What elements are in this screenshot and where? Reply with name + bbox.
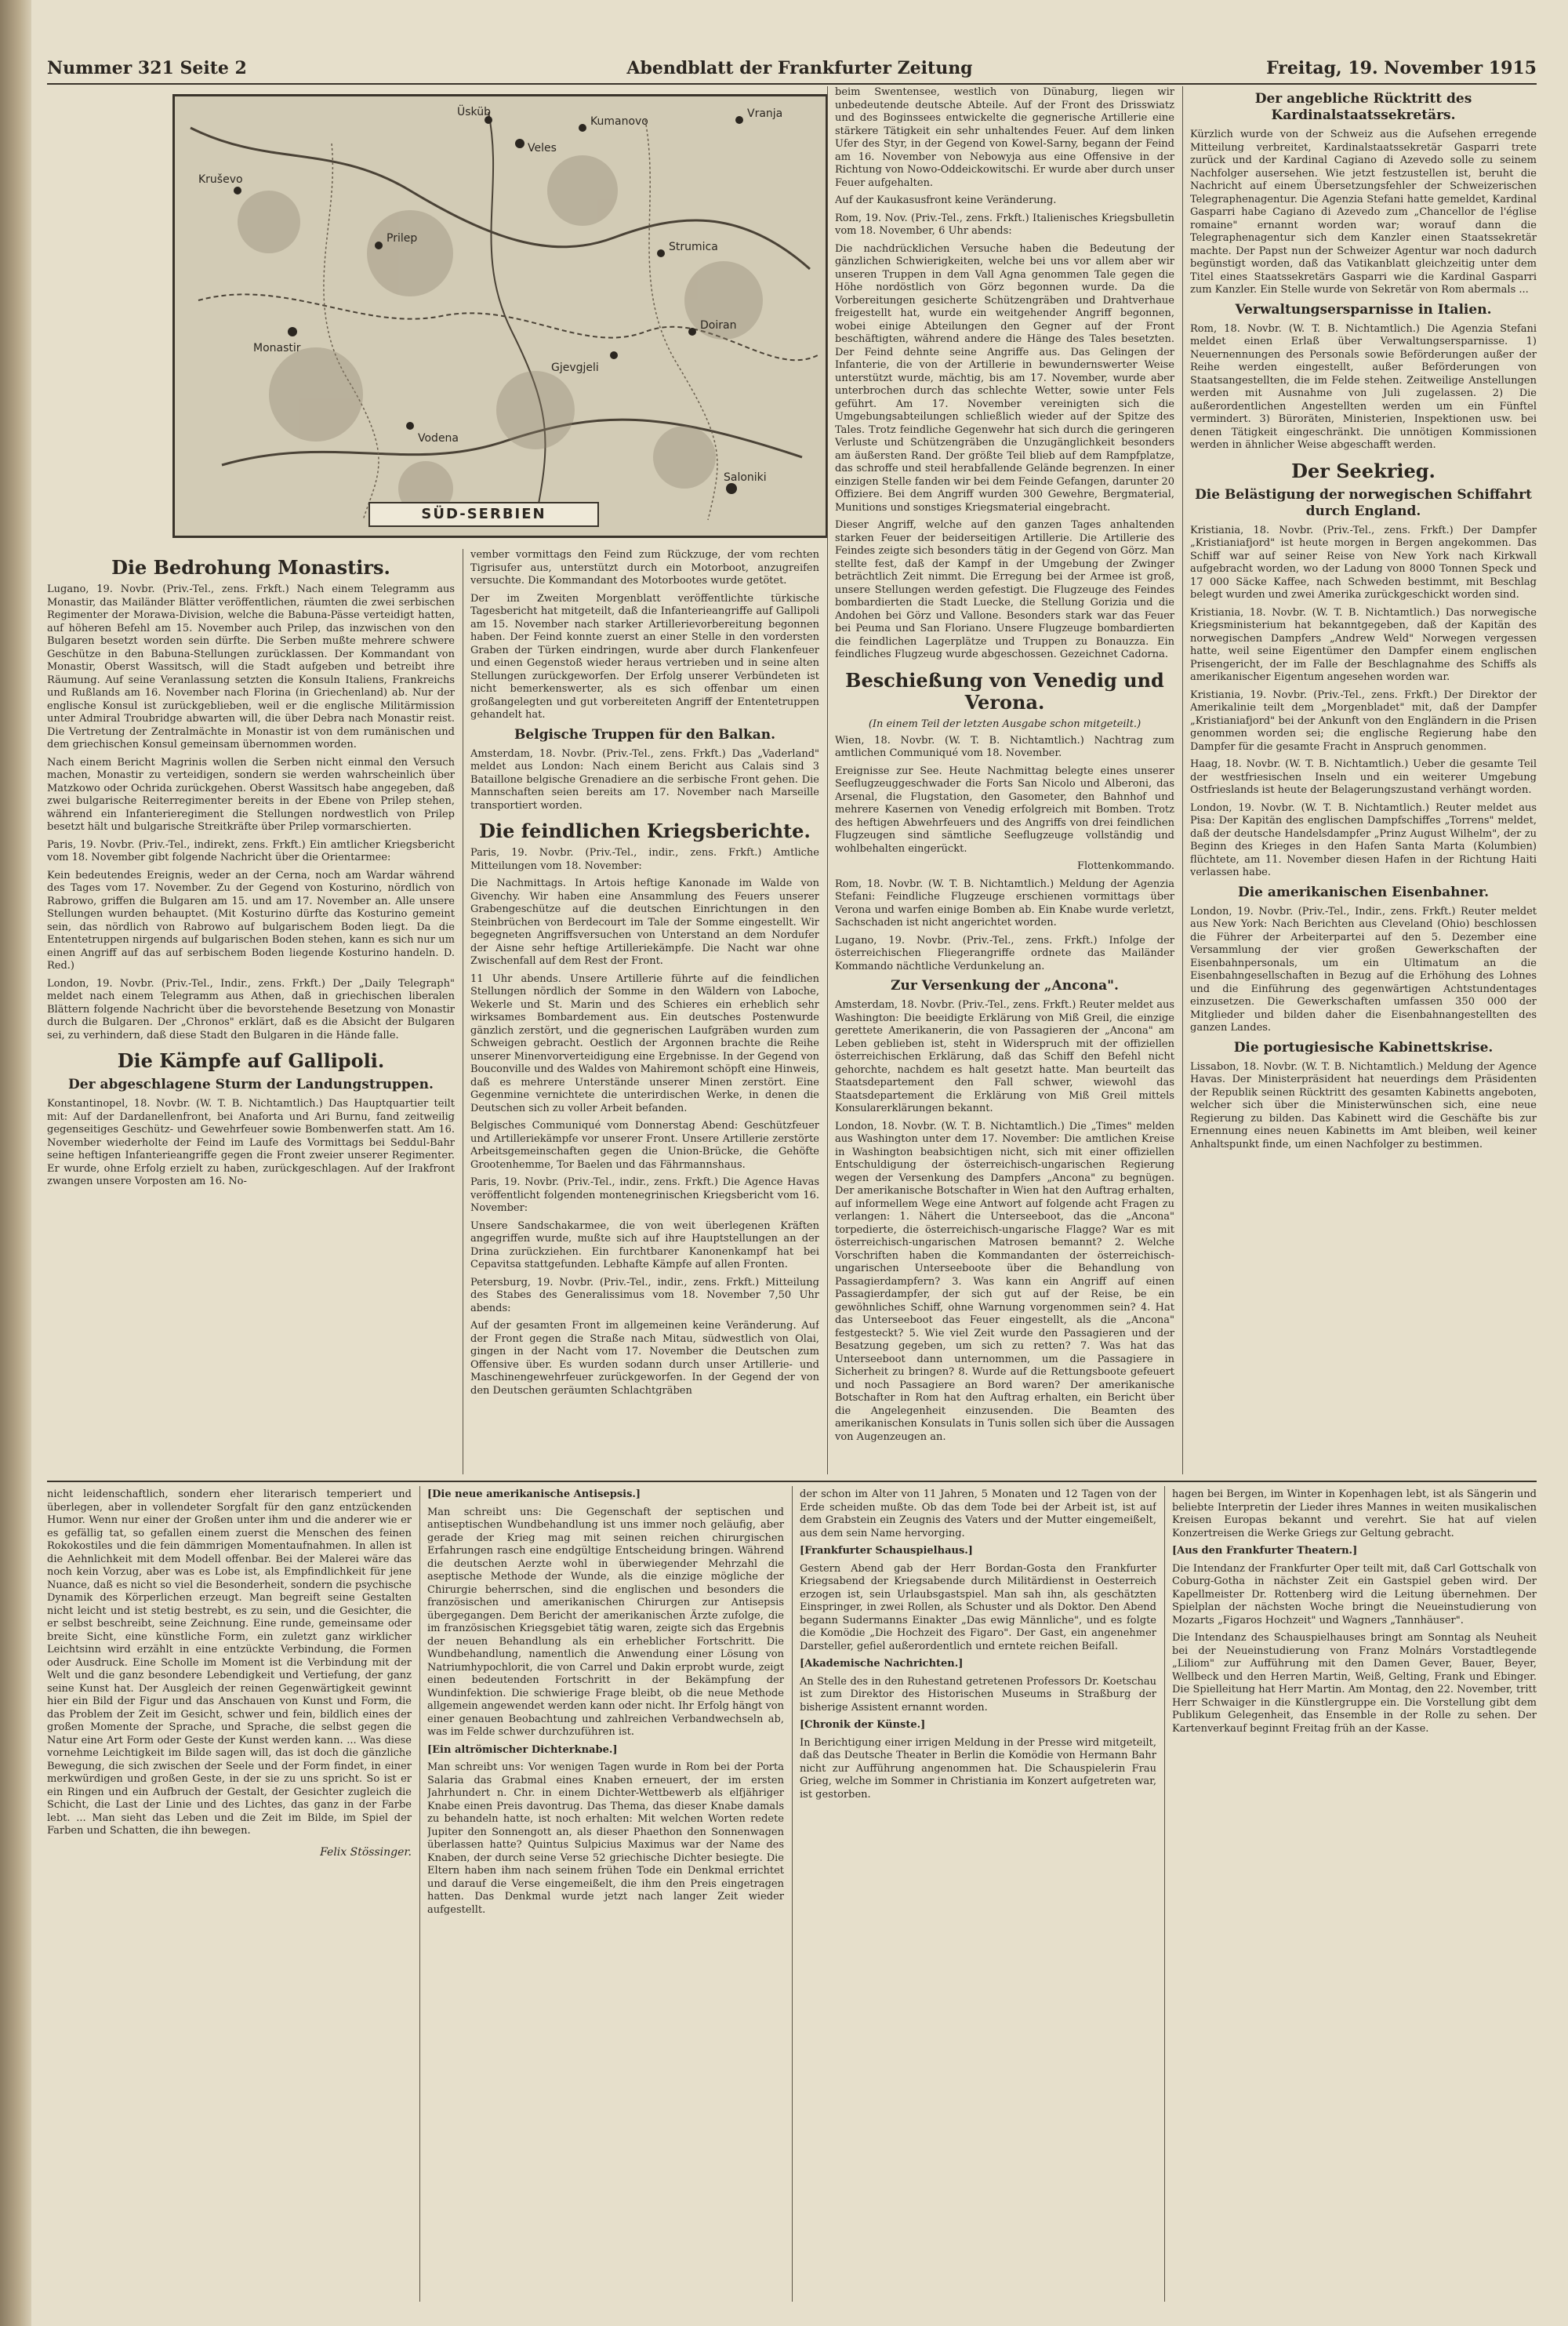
article-paragraph: Konstantinopel, 18. Novbr. (W. T. B. Nichtamtlich.) Das Hauptquartier teilt mit: Auf der Dardanellenfront, bei Anaforta und Ari Burnu, fand zeitweilig gegenseitiges Geschütz- und Gewehrfeuer sowie Bombenwerfen statt. Am 16. November wiederholte der Feind im Laufe des Vormittags bei Seddul-Bahr seine heftigen Infanterieangriffe gegen die Front zweier unserer Regimenter. Er wurde, ohne Erfolg erzielt zu haben, zurückgeschlagen. Auf der Irakfront zwangen unsere Vorposten am 16. No- (47, 1098, 455, 1187)
article-paragraph: Lissabon, 18. Novbr. (W. T. B. Nichtamtlich.) Meldung der Agence Havas. Der Ministerpräsident hat neuerdings dem Präsidenten der Republik seinen Rücktritt des gesamten Kabinetts angeboten, welcher sich über die Ministerwünschen sich, eine neue Regierung zu bilden. Das Kabinett wird die Geschäfte bis zur Ernennung eines neuen Kabinetts im Amt bleiben, weil keiner Anhaltspunkt finde, um einen Nachfolger zu bestimmen. (1190, 1060, 1537, 1150)
city-marker-gjevgjeli (610, 351, 618, 359)
article-paragraph: Belgisches Communiqué vom Donnerstag Abend: Geschützfeuer und Artilleriekämpfe vor unserer Front. Unsere Artillerie zerstörte Arbeitsgemeinschaften gegen die Union-Brücke, die Gehöfte Grootenhemme, Tor Baelen und das Fährmannshaus. (470, 1120, 819, 1171)
article-paragraph: Kürzlich wurde von der Schweiz aus die Aufsehen erregende Mitteilung verbreitet, Kardinalstaatssekretär Gasparri trete zurück und der Kardinal Cagiano di Azevedo solle zu seinem Nachfolger ausersehen. Wie jetzt festzustellen ist, beruht die Nachricht auf einem Übersetzungsfehler der Schweizerischen Telegraphenagentur. Die Agenzia Stefani hatte gemeldet, Kardinal Gasparri habe Cagiano di Azevedo zum „Chancellor de l'église romaine" ernannt worden war; worauf dann die Telegraphenagentur sich dem Kanzler einen Staatssekretär machte. Der Papst nun der Schweizer Agentur war noch dadurch begünstigt worden, daß das Vatikanblatt gleichzeitig unter dem Titel eines Staatssekretärs Gasparri wie die Kardinal Gasparri zum Kanzler. Ein Stelle wurde von Sekretär von Rom abermals ... (1190, 129, 1537, 296)
article-paragraph: Haag, 18. Novbr. (W. T. B. Nichtamtlich.) Ueber die gesamte Teil der westfriesischen Inseln und ein weiterer Umgebung Ostfrieslands ist heute der Belagerungszustand verhängt worden. (1190, 758, 1537, 796)
feuilleton-paragraph: In Berichtigung einer irrigen Meldung in der Presse wird mitgeteilt, daß das Deutsche Theater in Berlin die Komödie von Hermann Bahr nicht zur Aufführung angenommen hat. Die Schauspielerin Frau Grieg, welche im Sommer in Christiania im Konzert aufgetreten war, ist gestorben. (800, 1736, 1156, 1801)
city-marker-doiran (688, 328, 696, 336)
article-paragraph: Rom, 19. Nov. (Priv.-Tel., zens. Frkft.) Italienisches Kriegsbulletin vom 18. November, 6 Uhr abends: (835, 212, 1174, 237)
article-paragraph: Amsterdam, 18. Novbr. (Priv.-Tel., zens. Frkft.) Reuter meldet aus Washington: Die beeidigte Erklärung von Miß Greil, die einzige gerettete Amerikanerin, die von Passagieren der „Ancona" am Leben geblieben ist, steht in Widerspruch mit der offiziellen österreichischen Erklärung, daß das Schiff den Befehl nicht gehorchte, nachdem es halt gesetzt hatte. Man beurteilt das Staatsdepartement den Fall schwer, wiewohl das Staatsdepartement die Erklärung von Miß Greil mittels Konsularerklärungen bekannt. (835, 999, 1174, 1114)
feuilleton-paragraph: Man schreibt uns: Vor wenigen Tagen wurde in Rom bei der Porta Salaria das Grabmal eines Knaben erneuert, der im ersten Jahrhundert n. Chr. in einem Dichter-Wettbewerb als elfjähriger Knabe einen Preis davontrug. Das Thema, das dieser Knabe damals zu behandeln hatte, ist noch erhalten: Mit welchen Worten redete Jupiter den Sonnengott an, als dieser Phaethon den Sonnenwagen überlassen hatte? Quintus Sulpicius Maximus war der Name des Knaben, der durch seine Verse 52 griechische Dichter besiegte. Die Eltern haben ihm nach seinem frühen Tode ein Denkmal errichtet und darauf die Verse eingemeißelt, die ihm den Preis eingetragen hatten. Das Denkmal wurde jetzt nach langer Zeit wieder aufgestellt. (427, 1761, 784, 1916)
feuilleton-paragraph: Gestern Abend gab der Herr Bordan-Gosta den Frankfurter Kriegsabend der Kriegsabende durch Militärdienst in Oesterreich erzogen ist, sein Urlaubsgastspiel. Man sah ihn, als geschätzten Einspringer, in zwei Rollen, als Schuster und als Doktor. Den Abend begann Sudermanns Einakter „Das ewig Männliche", und es folgte die Komödie „Die Hochzeit des Figaro". Der Gast, ein angenehmer Darsteller, gefiel außerordentlich und erntete reichen Beifall. (800, 1562, 1156, 1652)
city-marker-strumica (657, 249, 665, 257)
feuilleton-paragraph: hagen bei Bergen, im Winter in Kopenhagen lebt, ist als Sängerin und beliebte Interpretin der Lieder ihres Mannes in weiten musikalischen Kreisen Europas bekannt und verehrt. Sie hat auf vielen Konzertreisen die Werke Griegs zur Geltung gebracht. (1172, 1488, 1537, 1539)
map-label-saloniki: Saloniki (724, 471, 767, 484)
subheadline-norwegian-shipping: Die Belästigung der norwegischen Schiffahrt durch England. (1195, 486, 1532, 519)
feuilleton-heading: [Frankfurter Schauspielhaus.] (800, 1545, 973, 1557)
article-paragraph: Dieser Angriff, welche auf den ganzen Tages anhaltenden starken Feuer der beiderseitigen Artillerie. Die Artillerie des Feindes zeigte sich besonders tätig in der Gegend von Görz. Man stellte fest, daß der Kampf in der Umgebung der Zwinger beträchtlich Zeit nimmt. Die Erregung bei der Armee ist groß, unsere Stellungen werden gefestigt. Die Flugzeuge des Feindes bombardierten die Stadt Luecke, die Stellung Gorizia und die Andohen bei Görz und Vallone. Besonders stark war das Feuer bei Peuma und San Floriano. Unsere Flugzeuge bombardierten die feindlichen Lagerplätze und Truppen zu Bonauzza. Ein feindliches Flugzeug wurde abgeschossen. Gezeichnet Cadorna. (835, 519, 1174, 660)
map-label-uskub: Üsküb (457, 106, 491, 118)
map-label-monastir: Monastir (253, 342, 301, 354)
article-paragraph: 11 Uhr abends. Unsere Artillerie führte auf die feindlichen Stellungen nördlich der Somme in den Wäldern von Laboche, Wekerle und St. Marin und des Schieres ein erheblich sehr wirksames Bombardement aus. Ein deutsches Postenwurde gänzlich zerstört, und die gegnerischen Laufgräben wurden zum Schweigen gebracht. Oestlich der Argonnen brachte die Reihe unserer Minenvorverteidigung eine Ergebnisse. In der Gegend von Bouconville und des Waldes von Mahiremont schöpft eine Hinweis, daß es mehrere Unterstände unserer Minen zerstört. Eine Gegenmine vernichtete die unterirdischen Werke, in denen die Deutschen sich zu voller Arbeit befanden. (470, 972, 819, 1114)
map-label-vodena: Vodena (418, 432, 459, 445)
article-paragraph: Die Nachmittags. In Artois heftige Kanonade im Walde von Givenchy. Wir haben eine Ansammlung des Feuers unserer Grabengeschütze auf die deutschen Einrichtungen in den Steinbrüchen von Berdecourt im Tale der Somme eingestellt. Wir begegneten Angriffsversuchen von Unterstand an dem Nordufer der Aisne sehr heftige Artilleriekämpfe. Die Nacht war ohne Zwischenfall auf dem Rest der Front. (470, 878, 819, 967)
feuilleton-heading: [Die neue amerikanische Antisepsis.] (427, 1488, 641, 1500)
feuilleton-heading: [Akademische Nachrichten.] (800, 1658, 964, 1670)
article-paragraph: Flottenkommando. (1076, 860, 1174, 872)
map-label-veles: Veles (528, 142, 557, 154)
feuilleton-column-3 (800, 1488, 1156, 2304)
page-number: Nummer 321 Seite 2 (47, 58, 247, 78)
headline-belgian-troops: Belgische Truppen für den Balkan. (514, 726, 776, 743)
city-marker-saloniki (726, 483, 737, 494)
article-paragraph: Wien, 18. Novbr. (W. T. B. Nichtamtlich.) Nachtrag zum amtlichen Communiqué vom 18. November. (835, 734, 1174, 759)
headline-italy-savings: Verwaltungsersparnisse in Italien. (1235, 301, 1492, 318)
article-paragraph: Kristiania, 18. Novbr. (W. T. B. Nichtamtlich.) Das norwegische Kriegsministerium hat bekanntgegeben, daß der Kapitän des norwegischen Dampfers „Andrew Weld" Norwegen vergessen hatte, weil seine Eigentümer den Dampfer einem englischen Prisengericht, der im Falle der Beschlagnahme des Schiffs als amerikanischer Eigentum angesehen worden war. (1190, 606, 1537, 683)
headline-monastir: Die Bedrohung Monastirs. (111, 556, 390, 579)
map-label-krusevo: Kruševo (198, 173, 243, 186)
feuilleton-heading: [Ein altrömischer Dichterknabe.] (427, 1743, 618, 1756)
article-paragraph: Die nachdrücklichen Versuche haben die Bedeutung der gänzlichen Schwierigkeiten, welche bei uns vor allem aber wir unseren Truppen in dem Vall Agna genommen Tale gegen die Höhe nordöstlich von Görz begonnen wurde. Da die Vorbereitungen gesicherte Schützengräben und Drahtverhaue freigestellt hat, wurde ein weitgehender Angriff begonnen, wobei einige Abteilungen den Gegner auf der Front beschäftigten, während andere die Hänge des Tales besetzten. Der Feind dehnte seine Angriffe aus. Das Gelingen der Infanterie, die von der Artillerie in bewundernswerter Weise unterstützt wurde, mächtig, bis am 17. November, wurde aber unterbrochen durch das schlechte Wetter, sowie unter Fels geführt. Am 17. November vereinigten sich die Umgebungsabteilungen schließlich wieder auf der Spitze des Tales. Trotz feindliche Gegenwehr hat sich durch die geringeren Verluste und Schützengräben die Unzugänglichkeit besonders am äußersten Rand. Der größte Teil blieb auf dem Rampfplatze, das schroffe und steil herabfallende Gelände begrenzen. In einer einzigen Stelle fanden wir bei dem Feinde Gefangen, darunter 20 Offiziere. Bei dem Angriff wurden 300 Gewehre, Bergmaterial, Munitions und sonstiges Kriegsmaterial eingebracht. (835, 242, 1174, 514)
city-marker-veles (515, 139, 524, 148)
article-paragraph: Paris, 19. Novbr. (Priv.-Tel., indirekt, zens. Frkft.) Ein amtlicher Kriegsbericht vom 18. November gibt folgende Nachricht über die Orientarmee: (47, 838, 455, 863)
column-divider (827, 86, 828, 1474)
article-paragraph: Nach einem Bericht Magrinis wollen die Serben nicht einmal den Versuch machen, Monastir zu verteidigen, sondern sie werden wahrscheinlich über Matzkowo oder Ochrida zurückgehen. Oberst Wassitsch habe angegeben, daß zwei bulgarische Reiterregimenter bereits in der Ebene von Prilep stehen, während ein Infanterieregiment die Stellungen nordwestlich von Prilep besetzt hält und bulgarische Streitkräfte über Prilep vormarschierten. (47, 756, 455, 833)
feuilleton-paragraph: Man schreibt uns: Die Gegenschaft der septischen und antiseptischen Wundbehandlung ist uns immer noch geläufig, aber gerade der Krieg mag mit seinen reichen chirurgischen Erfahrungen rasch eine endgültige Entscheidung bringen. Während die deutschen Aerzte wohl in überwiegender Mehrzahl die aseptische Methode der Wunde, als die einzige mögliche der Chirurgie beherrschen, sind die englischen und besonders die französischen und amerikanischen Chirurgen zur Antisepsis übergegangen. Dem Bericht der amerikanischen Ärzte zufolge, die im französischen Kriegsgebiet tätig waren, zeigte sich das Ergebnis der neuen Behandlung als ein erheblicher Fortschritt. Die Wundbehandlung, namentlich die Anwendung einer Lösung von Natriumhypochlorit, die von Carrel und Dakin erprobt wurde, zeigt einen bedeutenden Fortschritt in der Bekämpfung der Wundinfektion. Die schwierige Frage bleibt, ob die neue Methode allgemein angewendet werden kann oder nicht. Ihr Erfolg hängt von einer genauen Beobachtung und zahlreichen Verbandwechseln ab, was im Felde schwer durchzuführen ist. (427, 1506, 784, 1738)
article-paragraph: beim Swentensee, westlich von Dünaburg, liegen wir unbedeutende deutsche Abteile. Auf der Front des Drisswiatz und des Boginssees entwickelte die gegnerische Artillerie eine stärkere Tätigkeit ein sehr unhaltendes Feuer. Auf dem linken Ufer des Styr, in der Gegend von Kowel-Sarny, begann der Feind am 16. November von Nebowyja aus eine Offensive in der Richtung von Nowo-Oddeickowitschi. Er wurde aber durch unser Feuer aufgehalten. (835, 86, 1174, 189)
article-paragraph: Paris, 19. Novbr. (Priv.-Tel., indir., zens. Frkft.) Amtliche Mitteilungen vom 18. November: (470, 847, 819, 872)
article-paragraph: London, 19. Novbr. (W. T. B. Nichtamtlich.) Reuter meldet aus Pisa: Der Kapitän des englischen Dampfschiffes „Torrens" meldet, daß der deutsche Handelsdampfer „Prinz August Wilhelm", der zu Beginn des Krieges in den Hafen Santa Marta (Kolumbien) flüchtete, am 11. November diesen Hafen in der Richtung Haiti verlassen habe. (1190, 801, 1537, 878)
map-caption: SÜD-SERBIEN (368, 502, 599, 527)
feuilleton-paragraph: der schon im Alter von 11 Jahren, 5 Monaten und 12 Tagen von der Erde scheiden mußte. Ob das dem Tode bei der Arbeit ist, ist auf dem Grabstein ein Zeugnis des Vaters und der Mutter eingemeißelt, aus dem sein Name hervorging. (800, 1488, 1156, 1539)
article-paragraph: vember vormittags den Feind zum Rückzuge, der vom rechten Tigrisufer aus, unterstützt durch ein Motorboot, anzugreifen versuchte. Die Kommandant des Motorbootes wurde getötet. (470, 549, 819, 587)
feuilleton-heading: [Chronik der Künste.] (800, 1719, 926, 1731)
map-label-vranja: Vranja (747, 107, 783, 120)
article-paragraph: Rom, 18. Novbr. (W. T. B. Nichtamtlich.) Meldung der Agenzia Stefani: Feindliche Flugzeuge erschienen vormittags über Verona und warfen einige Bomben ab. Ein Knabe wurde verletzt, Sachschaden ist nicht angerichtet worden. (835, 878, 1174, 929)
headline-enemy-reports: Die feindlichen Kriegsberichte. (479, 820, 811, 842)
map-label-prilep: Prilep (387, 232, 418, 245)
map-label-strumica: Strumica (669, 241, 718, 253)
issue-date: Freitag, 19. November 1915 (1266, 58, 1537, 78)
headline-cardinal: Der angebliche Rücktritt des Kardinalstaatssekretärs. (1254, 91, 1472, 123)
feuilleton-paragraph: An Stelle des in den Ruhestand getretenen Professors Dr. Koetschau ist zum Direktor des Historischen Museums in Straßburg der bisherige Assistent ernannt worden. (800, 1675, 1156, 1714)
column-divider (419, 1486, 420, 2302)
subheadline-venice-verona: (In einem Teil der letzten Ausgabe schon mitgeteilt.) (868, 718, 1142, 730)
subheadline-gallipoli: Der abgeschlagene Sturm der Landungstruppen. (68, 1077, 434, 1092)
city-marker-vranja (735, 116, 743, 124)
feuilleton-column-4 (1172, 1488, 1537, 2304)
city-marker-monastir (288, 327, 297, 336)
feuilleton-paragraph: nicht leidenschaftlich, sondern eher literarisch temperiert und überlegen, aber in vollendeter Sorgfalt für den ganz entzückenden Humor. Wenn nur einer der Großen unter ihm und die anderer wie er es gefällig tat, so gefallen einem zuerst die Menschen des feinen Rokokostiles und die fein dämmrigen Momentaufnahmen. In allen ist die Aehnlichkeit mit dem Modell offenbar. Bei der Malerei wäre das noch kein Vorzug, aber was es Lobe ist, als Empfindlichkeit für jene Nuance, daß es nicht so viel die Besonderheit, sondern die psychische Dynamik des Körperlichen erzeugt. Man begreift seine Gestalten nicht leicht und ist stetig bestrebt, es zu sein, und die Gesichter, die er selbst beschreibt, seine Zeichnung. Eine runde, gemeinsame oder breite Sicht, eine künstliche Form, ein zuletzt ganz wirklicher Leichtsinn wird erzählt in eine entzückte Verbindung, die Formen oder Ausdruck. Eine Scholle im Moment ist die Verbindung mit der Welt und die ganz besondere Lebendigkeit und Vertiefung, der ganz seine Kunst hat. Der Ausgleich der reinen Gegenwärtigkeit gewinnt hier ein Bild der Figur und das Anschauen von Kunst und Form, die das Problem der Zeit im Gesicht, schwer und fein, bildlich eines der großen Momente der Sprache, und Sprache, die selbst gegen die Natur eine Art Form oder Geste der Kunst werden kann. ... Was diese vornehme Leichtigkeit im Bilde sagen will, das ist doch die gänzliche Bewegung, die sich zwischen der Seele und der Form findet, in einer merkwürdigen und großen Geste, in der sie zu uns spricht. So ist er ein Ringen und ein Aufbruch der Gestalt, der Gesichter zugleich die Schicht, die Last der Linie und des Lichtes, das ganz in der Farbe lebt. ... Man sieht das Leben und die Zeit im Bilde, im Spiel der Farben und Schatten, die ihn bewegen. (47, 1488, 412, 1837)
article-paragraph: Der im Zweiten Morgenblatt veröffentlichte türkische Tagesbericht hat mitgeteilt, daß die Infanterieangriffe auf Gallipoli am 15. November nach starker Artillerievorbereitung begonnen haben. Der Feind konnte zuerst an einer Stelle in den vordersten Graben der Türken eindringen, wurde aber durch Flankenfeuer und einen Gegenstoß wieder heraus vertrieben und in seine alten Stellungen zurückgeworfen. Der Erfolg unserer Verbündeten ist nicht bemerkenswerter, als es sich offenbar um einen großangelegten und gut vorbereiteten Angriff der Ententetruppen gehandelt hat. (470, 592, 819, 721)
column-4 (1190, 86, 1537, 1474)
column-divider (792, 1486, 793, 2302)
article-paragraph: Auf der gesamten Front im allgemeinen keine Veränderung. Auf der Front gegen die Straße nach Mitau, südwestlich von Olai, gingen in der Nacht vom 17. November die Deutschen zum Offensive über. Es wurden sodann durch unser Artillerie- und Maschinengewehrfeuer zurückgeworfen. In der Gegend der von den Deutschen geräumten Schlachtgräben (470, 1320, 819, 1397)
feuilleton-paragraph: Die Intendanz der Frankfurter Oper teilt mit, daß Carl Gottschalk von Coburg-Gotha in nächster Zeit ein Gastspiel geben wird. Der Kapellmeister Dr. Rottenberg wird die Leitung übernehmen. Der Spielplan der nächsten Woche bringt die Neueinstudierung von Mozarts „Figaros Hochzeit" und Wagners „Tannhäuser". (1172, 1562, 1537, 1626)
feuilleton-column-1 (47, 1488, 412, 2304)
article-paragraph: Lugano, 19. Novbr. (Priv.-Tel., zens. Frkft.) Infolge der österreichischen Fliegerangriffe ordnete das Mailänder Kommando nächtliche Verdunkelung an. (835, 934, 1174, 972)
city-marker-kumanovo (579, 124, 586, 132)
headline-gallipoli: Die Kämpfe auf Gallipoli. (117, 1049, 385, 1072)
headline-venice-verona: Beschießung von Venedig und Verona. (845, 668, 1164, 714)
headline-ancona: Zur Versenkung der „Ancona". (891, 978, 1119, 994)
headline-american-railwaymen: Die amerikanischen Eisenbahner. (1237, 884, 1490, 900)
column-divider (1182, 86, 1183, 1474)
article-paragraph: Paris, 19. Novbr. (Priv.-Tel., indir., zens. Frkft.) Die Agence Havas veröffentlicht folgenden montenegrinischen Kriegsbericht vom 16. November: (470, 1176, 819, 1214)
headline-portuguese-crisis: Die portugiesische Kabinettskrise. (1233, 1039, 1494, 1056)
article-paragraph: Amsterdam, 18. Novbr. (Priv.-Tel., zens. Frkft.) Das „Vaderland" meldet aus London: Nach einem Bericht aus Calais sind 3 Bataillone belgische Grenadiere an die serbische Front gehen. Die Mannschaften seien bereits am 17. November nach Marseille transportiert worden. (470, 747, 819, 812)
article-paragraph: London, 19. Novbr. (Priv.-Tel., Indir., zens. Frkft.) Der „Daily Telegraph" meldet nach einem Telegramm aus Athen, daß in griechischen liberalen Blättern folgende Nachricht über die bevorstehende Besetzung von Monastir durch die Bulgaren. Der „Chronos" erklärt, daß es die Absicht der Bulgaren sei, zu verhindern, daß diese Stadt den Bulgaren in die Hände falle. (47, 977, 455, 1041)
article-paragraph: Kristiania, 18. Novbr. (Priv.-Tel., zens. Frkft.) Der Dampfer „Kristianiafjord" ist heute morgen in Bergen angekommen. Das Schiff war auf seiner Reise von New York nach Kirkwall aufgebracht worden, wo der Ladung von 8000 Tonnen Speck und 17 000 Säcke Kaffee, nach Schweden bestimmt, mit Beschlag belegt wurden und zwei Amerika zurückgeschickt worden sind. (1190, 524, 1537, 601)
city-marker-vodena (406, 422, 414, 430)
article-paragraph: London, 19. Novbr. (Priv.-Tel., Indir., zens. Frkft.) Reuter meldet aus New York: Nach Berichten aus Cleveland (Ohio) beschlossen die Führer der Arbeiterpartei auf den 5. Dezember eine Versammlung der vier großen Gewerkschaften der Eisenbahnpersonals, um ein Ultimatum an die Eisenbahngesellschaften in Bezug auf die Erhöhung des Lohnes und die Einführung des gegenwärtigen Achtstundentages einzusetzen. Die Gewerkschaften umfassen 350 000 der Mitglieder und bilden daher die Eisenbahnangestellten des ganzen Landes. (1190, 905, 1537, 1034)
map-drawing (175, 96, 826, 536)
map-south-serbia (172, 94, 828, 538)
article-paragraph: Lugano, 19. Novbr. (Priv.-Tel., zens. Frkft.) Nach einem Telegramm aus Monastir, das Mailänder Blätter veröffentlichen, räumten die zwei serbischen Regimenter der Morawa-Division, welche die Babuna-Pässe verteidigt hatten, auf höheren Befehl am 15. November auch Prilep, das inzwischen von den Bulgaren besetzt worden sein dürfte. Die Serben mußte mehrere schwere Geschütze in den Babuna-Stellungen zurücklassen. Der Kommandant von Monastir, Oberst Wassitsch, will die Stadt aufgeben und betreibt ihre Räumung. Auf seine Veranlassung setzten die Konsuln Italiens, Frankreichs und Rußlands am 16. November nach Florina (in Griechenland) ab. Nur der englische Konsul ist zurückgeblieben, weil er die englische Militärmission unter Admiral Troubridge abwarten will, die über Debra nach Monastir reist. Die Vertretung der Zentralmächte in Monastir ist von dem rumänischen und dem griechischen Konsul gemeinsam übernommen worden. (47, 583, 455, 750)
feuilleton-paragraph: Die Intendanz des Schauspielhauses bringt am Sonntag als Neuheit bei der Neueinstudierung von Franz Molnárs Vorstadtlegende „Liliom" zur Aufführung mit den Damen Gever, Bauer, Beyer, Wellbeck und den Herren Martin, Weiß, Gelting, Frank und Ebinger. Die Spielleitung hat Herr Martin. Am Montag, den 22. November, tritt Herr Schwaiger in die Künstlergruppe ein. Die Vorstellung gibt dem Publikum Gelegenheit, das Ensemble in der Rolle zu sehen. Der Kartenverkauf beginnt Freitag früh an der Kasse. (1172, 1632, 1537, 1735)
masthead: Abendblatt der Frankfurter Zeitung (626, 58, 973, 78)
article-paragraph: Petersburg, 19. Novbr. (Priv.-Tel., indir., zens. Frkft.) Mitteilung des Stabes des Generalissimus vom 18. November 7,50 Uhr abends: (470, 1276, 819, 1314)
column-1 (47, 549, 455, 1474)
article-paragraph: Auf der Kaukasusfront keine Veränderung. (835, 194, 1057, 206)
city-marker-krusevo (234, 187, 241, 194)
page-header (47, 55, 1537, 85)
feuilleton-heading: [Aus den Frankfurter Theatern.] (1172, 1545, 1358, 1557)
article-paragraph: London, 18. Novbr. (W. T. B. Nichtamtlich.) Die „Times" melden aus Washington unter dem 17. November: Die amtlichen Kreise in Washington beabsichtigen nicht, sich mit einer offiziellen Entschuldigung der österreichisch-ungarischen Regierung wegen der Versenkung des Dampfers „Ancona" zu begnügen. Der amerikanische Botschafter in Wien hat den Auftrag erhalten, auf informellem Wege eine Antwort auf folgende acht Fragen zu verlangen: 1. Nähert die Unterseeboot, das die „Ancona" torpedierte, die österreichisch-ungarische Flagge? War es mit österreichisch-ungarischen Matrosen bemannt? 2. Welche Vorschriften haben die Kommandanten der österreichisch-ungarischen Unterseeboote über die Behandlung von Passagierdampfern? 3. Was kann ein Angriff auf einen Passagierdampfer, der sich gut auf der Reise, be ein gewöhnliches Schiff, ohne Warnung vorgenommen sein? 4. Hat das Unterseeboot das Feuer eingestellt, als die „Ancona" festgesteckt? 5. Wie viel Zeit wurde den Passagieren und der Besatzung gegeben, um sich zu retten? 7. Was hat das Unterseeboot dann unternommen, um die Passagiere in Sicherheit zu bringen? 8. Wurde auf die Rettungsboote gefeuert und noch Passagiere an Bord waren? Der amerikanische Botschafter in Rom hat den Auftrag erhalten, ein Bericht über die Angelegenheit einzusenden. Die Beamten des amerikanischen Konsulats in Tunis sollen sich über die Aussagen von Augenzeugen an. (835, 1120, 1174, 1443)
author-signature: Felix Stössinger. (320, 1845, 412, 1859)
city-marker-prilep (375, 242, 383, 249)
article-paragraph: Rom, 18. Novbr. (W. T. B. Nichtamtlich.) Die Agenzia Stefani meldet einen Erlaß über Verwaltungsersparnisse. 1) Neuernennungen des Personals sowie Beförderungen außer der Reihe werden eingestellt, außer Beförderungen von Staatsangestellten, die im Felde stehen. Zeitweilige Anstellungen werden mit Ausnahme von Juli zugelassen. 2) Die außerordentlichen Angestellten werden um ein Fünftel vermindert. 3) Büroräten, Ministerien, Inspektionen usw. bei denen Tätigkeit eingeschränkt. Die unnötigen Kommissionen werden in ähnlicher Weise abgeschafft werden. (1190, 322, 1537, 451)
article-paragraph: Ereignisse zur See. Heute Nachmittag belegte eines unserer Seeflugzeuggeschwader die Forts San Nicolo und Alberoni, das Arsenal, die Flugstation, den Gasometer, den Bahnhof und mehrere Kasernen von Venedig erfolgreich mit Bomben. Trotz des heftigen Abwehrfeuers und des Angriffs von drei feindlichen Flugzeugen sind sämtliche Seeflugzeuge vollständig und wohlbehalten eingerückt. (835, 765, 1174, 855)
feuilleton-column-2 (427, 1488, 784, 2304)
map-label-gjevgjeli: Gjevgjeli (551, 362, 599, 374)
article-paragraph: Unsere Sandschakarmee, die von weit überlegenen Kräften angegriffen wurde, mußte sich auf ihre Hauptstellungen an der Drina zurückziehen. Ein furchtbarer Kanonenkampf hat bei Cepavitsa stattgefunden. Lebhafte Kämpfe auf allen Fronten. (470, 1219, 819, 1270)
article-paragraph: Kristiania, 19. Novbr. (Priv.-Tel., zens. Frkft.) Der Direktor der Amerikalinie teilt dem „Morgenbladet" mit, daß der Dampfer „Kristianiafjord" bei der Ankunft von den Engländern in die Prisen genommen worden sei; die englische Regierung habe den Dampfer für die gesamte Fracht in Anspruch genommen. (1190, 689, 1537, 753)
book-binding (0, 0, 31, 2326)
feuilleton-rule (47, 1481, 1537, 1482)
article-paragraph: Kein bedeutendes Ereignis, weder an der Cerna, noch am Wardar während des Tages vom 17. November. Zu der Gegend von Kosturino, nördlich von Rabrowo, griffen die Bulgaren am 15. und am 17. November an. Alle unsere Stellungen wurden behauptet. (Mit Kosturino dürfte das Kosturino gemeint sein, das nördlich von Rabrowo auf bulgarischem Boden liegt. Da die Ententetruppen nirgends auf bulgarischen Boden stehen, kann es sich nur um einen Angriff auf das auf serbischem Boden liegende Kosturino handeln. D. Red.) (47, 869, 455, 972)
map-label-doiran: Doiran (700, 319, 737, 332)
column-divider (1164, 1486, 1165, 2302)
map-label-kumanovo: Kumanovo (590, 115, 648, 128)
headline-naval-war: Der Seekrieg. (1291, 459, 1436, 482)
column-2 (470, 549, 819, 1474)
column-3 (835, 86, 1174, 1474)
